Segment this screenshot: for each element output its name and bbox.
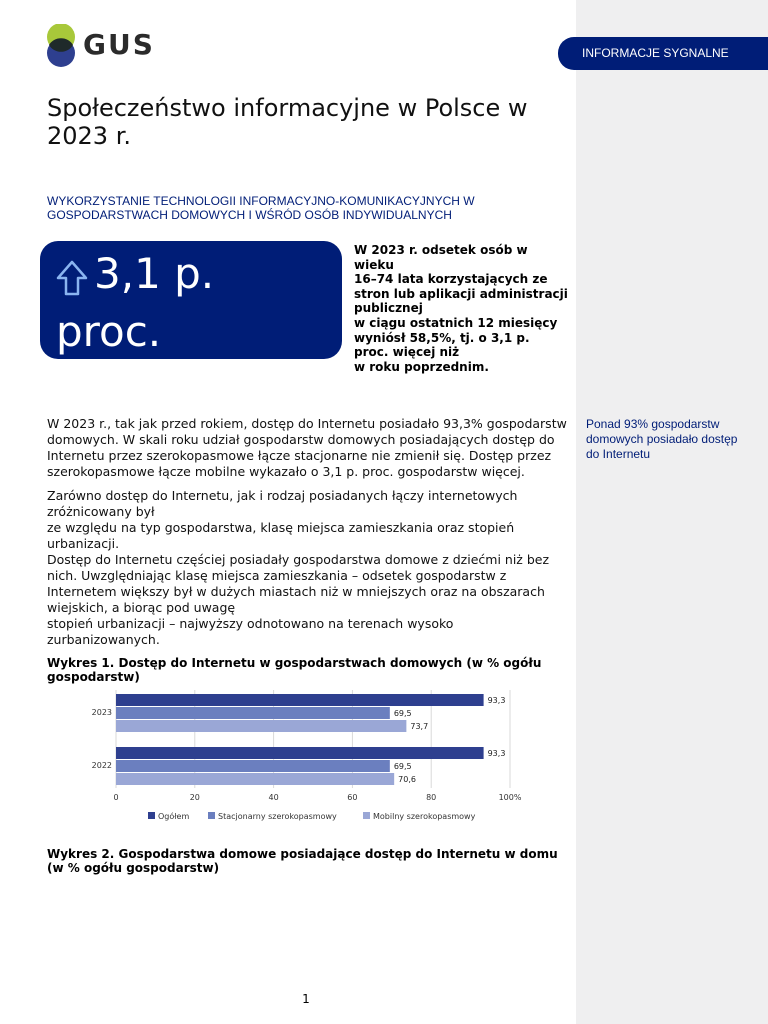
page-number: 1 [302,992,310,1006]
bar [116,707,390,719]
kpi-box [40,241,342,359]
sidebar-panel [576,0,768,1024]
legend-label: Stacjonarny szerokopasmowy [218,812,337,821]
chart-1 [90,688,522,828]
data-label: 69,5 [393,709,412,718]
bar [116,773,394,785]
section-badge: INFORMACJE SYGNALNE [558,37,768,70]
data-label: 69,5 [393,762,412,771]
page-subtitle: WYKORZYSTANIE TECHNOLOGII INFORMACYJNO-KOMUNIKACYJNYCH W GOSPODARSTWACH DOMOWYCH I WŚRÓD OSÓB INDYWIDUALNYCH [47,194,475,222]
kpi-value: 3,1 p. proc. [56,249,215,356]
legend-swatch [208,812,215,819]
data-label: 93,3 [487,749,506,758]
arrow-up-icon [56,257,88,307]
bar [116,720,406,732]
x-tick-label: 60 [347,793,358,802]
data-label: 70,6 [398,775,416,784]
side-note: Ponad 93% gospodarstw domowych posiadało dostęp do Internetu [586,417,738,461]
gus-logo-icon [46,24,80,68]
x-tick-label: 20 [189,793,200,802]
chart-2-title: Wykres 2. Gospodarstwa domowe posiadające dostęp do Internetu w domu (w % ogółu gospodarstw) [47,847,558,875]
category-label: 2023 [91,708,112,717]
logo-text: GUS [83,28,155,61]
page-title: Społeczeństwo informacyjne w Polsce w 2023 r. [47,94,528,150]
chart-1-title: Wykres 1. Dostęp do Internetu w gospodarstwach domowych (w % ogółu gospodarstw) [47,656,542,684]
data-label: 73,7 [410,722,429,731]
gus-logo [46,24,166,68]
legend-label: Ogółem [158,812,190,821]
legend-swatch [148,812,155,819]
paragraph-2: Zarówno dostęp do Internetu, jak i rodzaj posiadanych łączy internetowych zróżnicowany był ze względu na typ gospodarstwa, klasę miejsca zamieszkania oraz stopień urbanizacji. Dostęp do Internetu częściej posiadały gospodarstwa domowe z dziećmi niż bez nich. Uwzględniając klasę miejsca zamieszkania – odsetek gospodarstw z Internetem większy był w dużych miastach niż w mniejszych oraz na obszarach wiejskich, a biorąc pod uwagę stopień urbanizacji – najwyższy odnotowano na terenach wysoko zurbanizowanych. [47,488,550,647]
category-label: 2022 [91,761,112,770]
bar [116,760,390,772]
kpi-note: W 2023 r. odsetek osób w wieku 16–74 lata korzystających ze stron lub aplikacji administracji publicznej w ciągu ostatnich 12 miesięcy wyniósł 58,5%, tj. o 3,1 p. proc. więcej niż w roku poprzednim. [354,243,568,374]
x-tick-label: 100% [498,793,522,802]
legend-label: Mobilny szerokopasmowy [373,812,476,821]
x-tick-label: 0 [113,793,119,802]
paragraph-1: W 2023 r., tak jak przed rokiem, dostęp do Internetu posiadało 93,3% gospodarstw domowych. W skali roku udział gospodarstw domowych posiadających dostęp do Internetu przez szerokopasmowe łącze stacjonarne nie zmienił się. Dostęp przez szerokopasmowe łącze mobilne wykazało o 3,1 p. proc. gospodarstw więcej. [47,416,567,479]
data-label: 93,3 [487,696,506,705]
bar [116,747,484,759]
bar [116,694,484,706]
x-tick-label: 40 [268,793,279,802]
x-tick-label: 80 [426,793,437,802]
body-text [47,416,567,656]
legend-swatch [363,812,370,819]
